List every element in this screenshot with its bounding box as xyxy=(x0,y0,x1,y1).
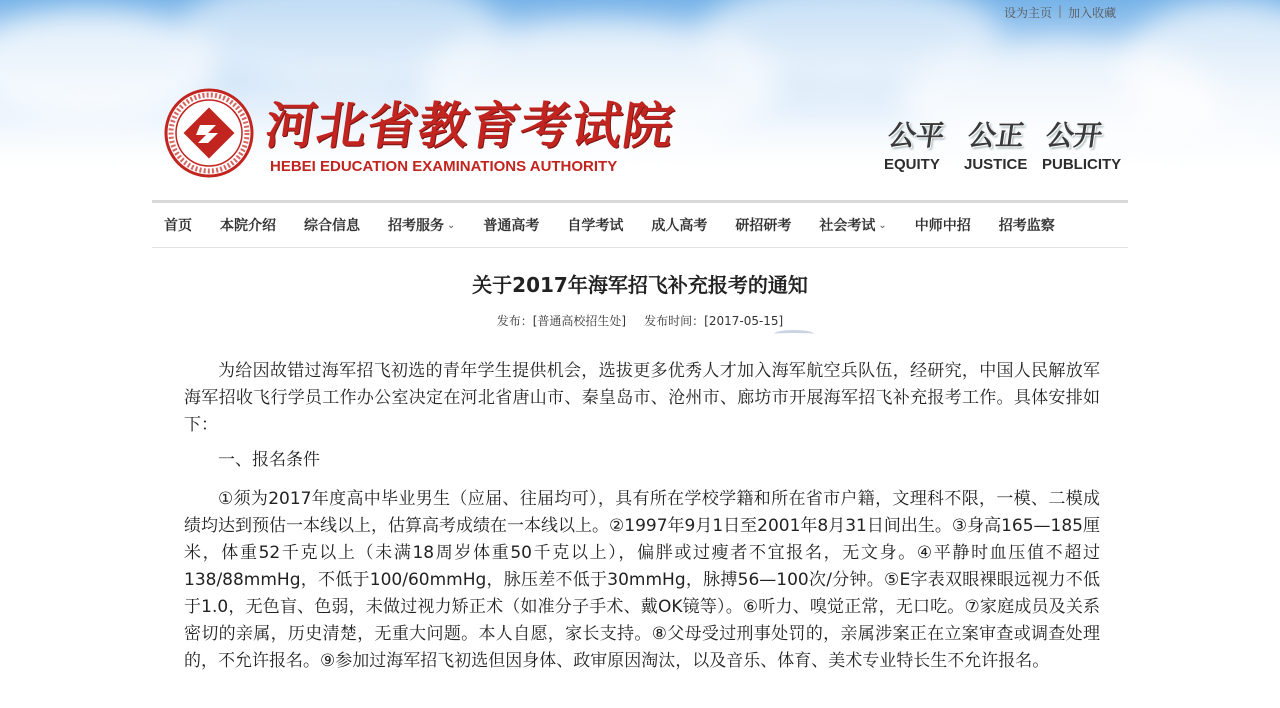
nav-item-adult-exam[interactable] xyxy=(651,215,707,235)
section-heading: 一、报名条件 xyxy=(218,450,320,470)
article-paragraph: ①须为2017年度高中毕业男生（应届、往届均可），具有所在学校学籍和所在省市户籍，文理科不限，一模、二模成绩均达到预估一本线以上，估算高考成绩在一本线以上。②1997年9月1日至2001年8月31日间出生。③身高165—185厘米，体重52千克以上（未满18周岁体重50千克以上），偏胖或过瘦者不宜报名，无文身。④平静时血压值不超过138/88mmHg，不低于100/60mmHg，脉压差不低于30mmHg，脉搏56—100次/分钟。⑤E字表双眼裸眼远视力不低于1.0，无色盲、色弱，未做过视力矫正术（如准分子手术、戴OK镜等）。⑥听力、嗅觉正常，无口吃。⑦家庭成员及关系密切的亲属，历史清楚，无重大问题。本人自愿，家长支持。⑧父母受过刑事处罚的，亲属涉案正在立案审查或调查处理的，不允许报名。⑨参加过海军招飞初选但因身体、政审原因淘汰，以及音乐、体育、美术专业特长生不允许报名。 xyxy=(184,489,1100,671)
publisher-value: [普通高校招生处] xyxy=(532,314,627,328)
nav-item-secondary[interactable] xyxy=(915,215,971,235)
motto-en: JUSTICE xyxy=(964,156,1028,173)
nav-item-home[interactable] xyxy=(164,215,192,235)
add-favorite-link[interactable]: 加入收藏 xyxy=(1068,6,1117,20)
nav-item-label: 本院介绍 xyxy=(220,218,276,234)
nav-item-label: 研招研考 xyxy=(735,218,792,234)
chevron-down-icon: ⌄ xyxy=(878,219,887,231)
chevron-down-icon: ⌄ xyxy=(447,219,456,231)
publisher-label: 发布： xyxy=(496,314,533,328)
article-meta xyxy=(152,312,1128,330)
nav-item-about[interactable] xyxy=(220,215,276,235)
motto-publicity xyxy=(1042,118,1132,178)
site-title-english: HEBEI EDUCATION EXAMINATIONS AUTHORITY xyxy=(270,158,618,175)
nav-item-label: 普通高考 xyxy=(483,218,540,234)
top-links-separator: | xyxy=(1058,4,1063,18)
main-nav xyxy=(152,200,1128,248)
nav-item-label: 成人高考 xyxy=(651,218,708,234)
nav-item-self-study[interactable] xyxy=(567,215,623,235)
nav-item-label: 社会考试 xyxy=(819,218,876,234)
nav-item-label: 中师中招 xyxy=(914,218,971,234)
motto-equity xyxy=(884,118,974,178)
motto-en: PUBLICITY xyxy=(1042,156,1122,173)
publish-time-label: 发布时间： xyxy=(644,314,705,328)
nav-item-label: 招考服务 xyxy=(388,218,444,234)
nav-item-label: 招考监察 xyxy=(998,218,1055,234)
motto-cn: 公正 xyxy=(965,119,1027,152)
nav-item-gaokao[interactable] xyxy=(483,215,539,235)
article-paragraph: 为给因故错过海军招飞初选的青年学生提供机会，选拔更多优秀人才加入海军航空兵队伍，经研究，中国人民解放军海军招收飞行学员工作办公室决定在河北省唐山市、秦皇岛市、沧州市、廊坊市开展海军招飞补充报考工作。具体安排如下： xyxy=(184,361,1100,435)
site-banner xyxy=(0,0,1280,200)
site-logo-seal-icon[interactable] xyxy=(164,88,254,178)
nav-item-social-exam[interactable] xyxy=(819,215,886,235)
nav-item-exam-services[interactable] xyxy=(388,215,455,235)
article-body xyxy=(184,358,1100,708)
set-home-link[interactable]: 设为主页 xyxy=(1004,6,1053,20)
divider-arc xyxy=(774,330,814,338)
nav-item-label: 自学考试 xyxy=(567,218,624,234)
nav-item-postgrad[interactable] xyxy=(735,215,791,235)
motto-en: EQUITY xyxy=(884,156,940,173)
motto-cn: 公平 xyxy=(885,119,947,152)
main-nav-list xyxy=(152,203,1128,247)
motto-cn: 公开 xyxy=(1043,119,1105,152)
motto-justice xyxy=(964,118,1054,178)
site-title: 河北省教育考试院 xyxy=(261,97,679,155)
nav-item-supervision[interactable] xyxy=(999,215,1055,235)
nav-item-label: 综合信息 xyxy=(304,218,360,234)
motto-group xyxy=(884,118,1124,178)
publish-time-value: [2017-05-15] xyxy=(704,314,784,328)
nav-item-label: 首页 xyxy=(164,218,192,234)
article-title: 关于2017年海军招飞补充报考的通知 xyxy=(472,273,808,297)
nav-item-general-info[interactable] xyxy=(304,215,360,235)
top-links xyxy=(1004,4,1144,20)
